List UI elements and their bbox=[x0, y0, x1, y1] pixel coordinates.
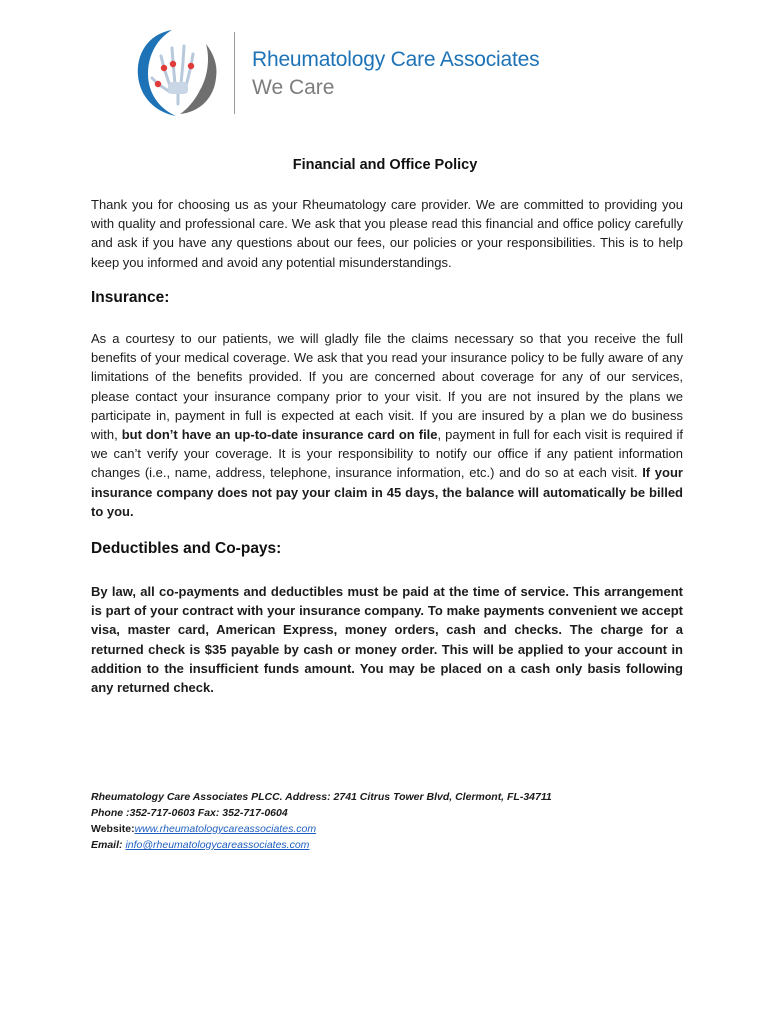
hand-logo-icon bbox=[134, 26, 220, 118]
footer bbox=[91, 789, 552, 853]
tagline: We Care bbox=[252, 76, 335, 99]
deductibles-heading: Deductibles and Co-pays: bbox=[91, 540, 282, 557]
page-title: Financial and Office Policy bbox=[292, 157, 478, 173]
insurance-bold-1: but don’t have an up-to-date insurance card on file bbox=[121, 427, 438, 443]
footer-website: Website:www.rheumatologycareassociates.com bbox=[91, 823, 317, 835]
email-link[interactable]: info@rheumatologycareassociates.com bbox=[125, 839, 310, 851]
footer-phone: Phone :352-717-0603 Fax: 352-717-0604 bbox=[91, 807, 288, 819]
email-label: Email bbox=[91, 839, 120, 851]
website-label: Website bbox=[91, 823, 132, 835]
header bbox=[134, 26, 614, 118]
insurance-text-1: As a courtesy to our patients, we will gladly file the claims necessary so that you receive the full benefits of your medical coverage. We ask that you read your insurance policy to be fully aware of any limitations of the benefits provided. If you are concerned about coverage for any of our services, please contact your insurance company prior to your visit. If you are not insured by the plans we participate in, payment in full is expected at each visit. If you are insured by a plan we do business with, bbox=[91, 331, 683, 443]
header-divider bbox=[234, 32, 235, 114]
footer-address: Rheumatology Care Associates PLCC. Address: 2741 Citrus Tower Blvd, Clermont, FL-34711 bbox=[91, 791, 552, 803]
insurance-bold-2: If your insurance company does not pay your claim in 45 days, the balance will automatically be billed to you. bbox=[91, 465, 683, 519]
insurance-heading: Insurance: bbox=[91, 289, 170, 306]
insurance-paragraph bbox=[91, 329, 683, 521]
insurance-text-2: , payment in full for each visit is required if we can’t verify your coverage. It is your responsibility to notify our office if any patient information changes (i.e., name, address, telephone, insurance information, etc.) and do so at each visit. bbox=[91, 427, 684, 481]
website-link[interactable]: www.rheumatologycareassociates.com bbox=[134, 823, 317, 835]
deductibles-paragraph: By law, all co-payments and deductibles must be paid at the time of service. This arrangement is part of your contract with your insurance company. To make payments convenient we accept visa, master card, American Express, money orders, cash and checks. The charge for a returned check is $35 payable by cash or money order. This will be applied to your account in addition to the insufficient funds amount. You may be placed on a cash only basis following any returned check. bbox=[91, 584, 683, 696]
brand-name: Rheumatology Care Associates bbox=[252, 48, 540, 71]
footer-email: Email: info@rheumatologycareassociates.com bbox=[91, 839, 310, 851]
intro-paragraph: Thank you for choosing us as your Rheumatology care provider. We are committed to providing you with quality and professional care. We ask that you please read this financial and office policy carefully and ask if you have any questions about our fees, our policies or your responsibilities. This is to help keep you informed and avoid any potential misunderstandings. bbox=[91, 197, 683, 270]
